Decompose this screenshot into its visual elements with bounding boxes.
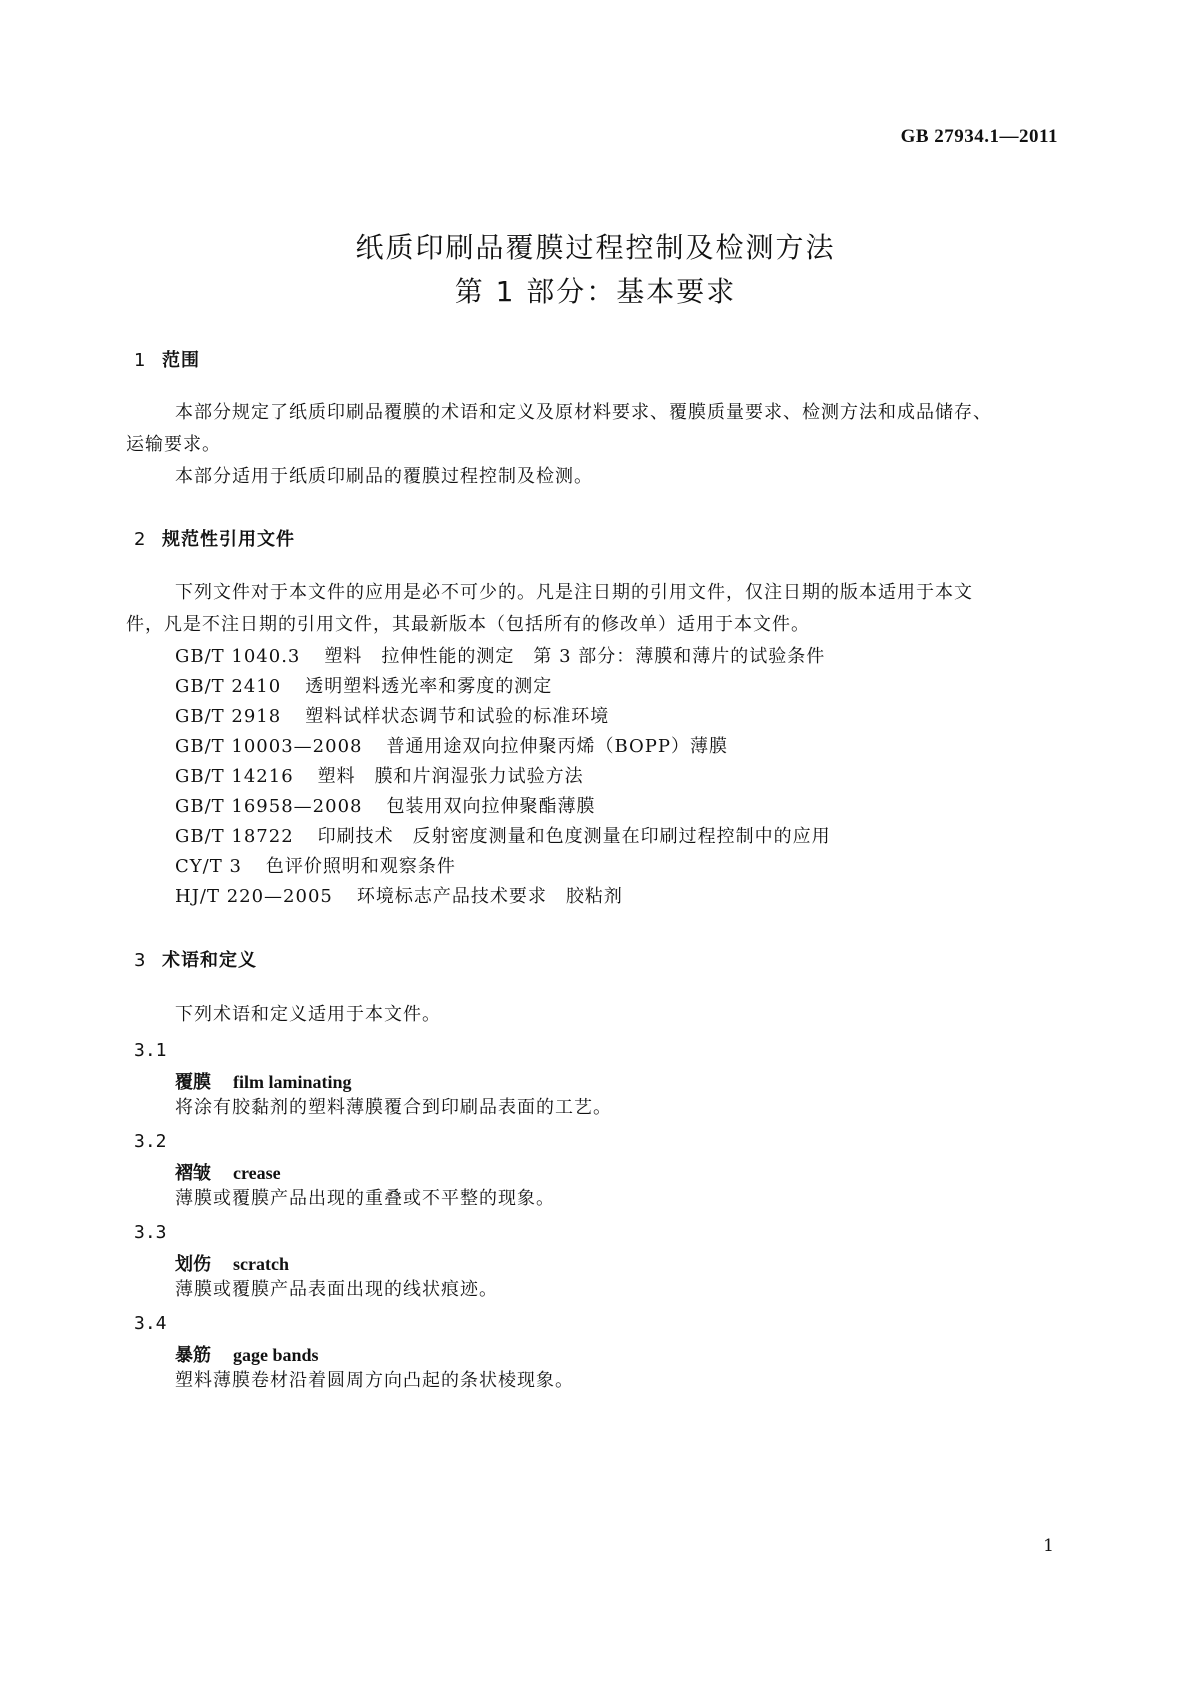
term-heading — [175, 1068, 352, 1094]
reference-item — [175, 701, 609, 733]
reference-title: 环境标志产品技术要求 胶粘剂 — [356, 886, 623, 907]
section-2-title: 规范性引用文件 — [162, 529, 295, 550]
section-1-para-1-line-1: 本部分规定了纸质印刷品覆膜的术语和定义及原材料要求、覆膜质量要求、检测方法和成品储存、 — [175, 402, 992, 423]
reference-item — [175, 641, 825, 673]
term-en: scratch — [233, 1254, 289, 1274]
section-2-heading — [134, 525, 295, 551]
term-heading — [175, 1159, 281, 1185]
reference-code: GB/T 14216 — [175, 766, 294, 787]
reference-title: 色评价照明和观察条件 — [265, 856, 456, 877]
term-zh: 褶皱 — [175, 1163, 211, 1184]
term-zh: 暴筋 — [175, 1345, 211, 1366]
section-2-para-line-1: 下列文件对于本文件的应用是必不可少的。凡是注日期的引用文件，仅注日期的版本适用于本文 — [175, 582, 973, 603]
section-1-para-1-line-2: 运输要求。 — [126, 434, 221, 455]
reference-item — [175, 851, 456, 883]
reference-item — [175, 671, 552, 703]
term-number: 3.1 — [134, 1040, 167, 1061]
term-definition: 薄膜或覆膜产品出现的重叠或不平整的现象。 — [175, 1188, 555, 1209]
section-3-intro: 下列术语和定义适用于本文件。 — [175, 1004, 441, 1025]
reference-title: 塑料 拉伸性能的测定 第 3 部分：薄膜和薄片的试验条件 — [324, 646, 826, 667]
reference-item — [175, 881, 623, 913]
page-number: 1 — [1043, 1536, 1054, 1556]
section-1-para-2: 本部分适用于纸质印刷品的覆膜过程控制及检测。 — [175, 466, 593, 487]
reference-title: 塑料 膜和片润湿张力试验方法 — [317, 766, 584, 787]
section-3-heading — [134, 946, 257, 972]
reference-code: GB/T 2918 — [175, 706, 282, 727]
standard-number: GB 27934.1—2011 — [900, 126, 1058, 147]
term-definition: 薄膜或覆膜产品表面出现的线状痕迹。 — [175, 1279, 498, 1300]
section-3-number: 3 — [134, 950, 147, 971]
section-1-title: 范围 — [162, 350, 200, 371]
reference-item — [175, 821, 831, 853]
reference-code: CY/T 3 — [175, 856, 242, 877]
section-1-heading — [134, 346, 200, 372]
term-en: crease — [233, 1163, 281, 1183]
reference-title: 塑料试样状态调节和试验的标准环境 — [305, 706, 610, 727]
reference-code: GB/T 16958—2008 — [175, 796, 363, 817]
section-2-para-line-2: 件，凡是不注日期的引用文件，其最新版本（包括所有的修改单）适用于本文件。 — [126, 614, 810, 635]
reference-item — [175, 791, 595, 823]
term-definition: 将涂有胶黏剂的塑料薄膜覆合到印刷品表面的工艺。 — [175, 1097, 612, 1118]
term-number: 3.4 — [134, 1313, 167, 1334]
document-title: 纸质印刷品覆膜过程控制及检测方法 — [355, 231, 836, 264]
reference-title: 印刷技术 反射密度测量和色度测量在印刷过程控制中的应用 — [317, 826, 831, 847]
section-1-number: 1 — [134, 350, 147, 371]
term-en: film laminating — [233, 1072, 352, 1092]
reference-item — [175, 731, 728, 763]
reference-title: 透明塑料透光率和雾度的测定 — [305, 676, 553, 697]
reference-code: GB/T 2410 — [175, 676, 282, 697]
term-number: 3.2 — [134, 1131, 167, 1152]
term-heading — [175, 1341, 319, 1367]
term-en: gage bands — [233, 1345, 319, 1365]
section-3-title: 术语和定义 — [162, 950, 257, 971]
reference-title: 包装用双向拉伸聚酯薄膜 — [386, 796, 596, 817]
reference-code: HJ/T 220—2005 — [175, 886, 333, 907]
reference-code: GB/T 1040.3 — [175, 646, 301, 667]
term-heading — [175, 1250, 289, 1276]
term-zh: 划伤 — [175, 1254, 211, 1275]
document-subtitle: 第 1 部分：基本要求 — [454, 275, 737, 308]
reference-code: GB/T 10003—2008 — [175, 736, 363, 757]
term-number: 3.3 — [134, 1222, 167, 1243]
reference-item — [175, 761, 584, 793]
reference-title: 普通用途双向拉伸聚丙烯（BOPP）薄膜 — [386, 736, 729, 757]
term-zh: 覆膜 — [175, 1072, 211, 1093]
section-2-number: 2 — [134, 529, 147, 550]
reference-code: GB/T 18722 — [175, 826, 294, 847]
term-definition: 塑料薄膜卷材沿着圆周方向凸起的条状棱现象。 — [175, 1370, 574, 1391]
